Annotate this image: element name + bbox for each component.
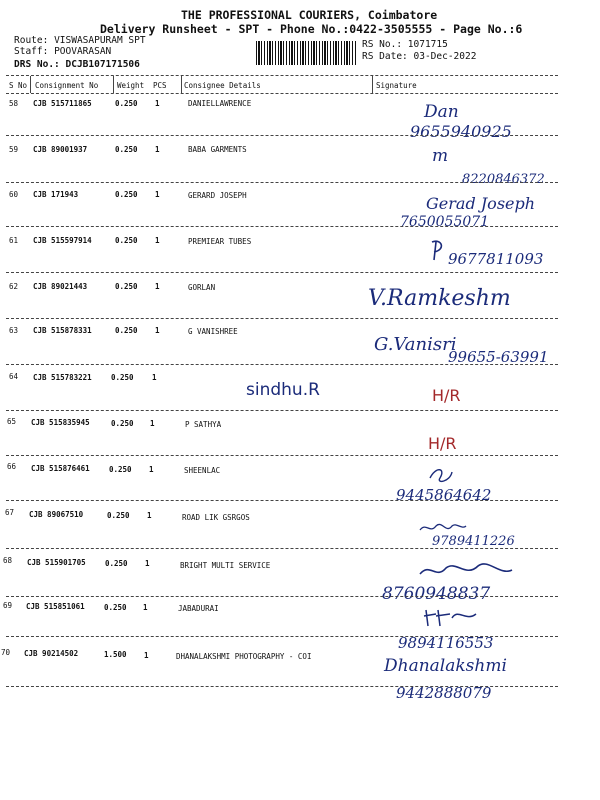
row-consignment: CJB 515878331 [33, 326, 92, 335]
row-consignment: CJB 515597914 [33, 236, 92, 245]
signature-phone: 99655-63991 [448, 348, 549, 366]
signature-scribble [426, 464, 456, 486]
row-pcs: 1 [145, 559, 150, 568]
signature-note: H/R [428, 434, 457, 453]
row-consignment: CJB 515876461 [31, 464, 90, 473]
row-weight: 0.250 [115, 145, 138, 154]
signature-phone: 8760948837 [382, 584, 491, 604]
row-consignment: CJB 89021443 [33, 282, 88, 291]
col-divider [372, 76, 373, 93]
signature-name: Dhanalakshmi [384, 656, 507, 676]
runsheet-title: Delivery Runsheet - SPT - Phone No.:0422-3505555 - Page No.:6 [100, 22, 523, 36]
rs-no-line [362, 39, 448, 50]
row-consignee: BABA GARMENTS [188, 145, 247, 154]
row-sno: 65 [7, 417, 17, 426]
rs-date-label: RS Date: [362, 51, 408, 62]
signature-scribble [422, 604, 482, 628]
row-divider [6, 182, 558, 183]
row-divider [6, 364, 558, 365]
row-sno: 58 [9, 99, 19, 108]
signature-phone: 9677811093 [448, 250, 544, 268]
route-line [14, 35, 146, 46]
row-divider [6, 500, 558, 501]
row-pcs: 1 [152, 373, 157, 382]
row-weight: 0.250 [111, 419, 134, 428]
row-pcs: 1 [155, 326, 160, 335]
row-weight: 0.250 [111, 373, 134, 382]
row-pcs: 1 [150, 419, 155, 428]
staff-line [14, 46, 111, 57]
signature-phone: 9442888079 [396, 684, 492, 702]
signature-name: m [432, 146, 449, 166]
row-sno: 70 [1, 648, 11, 657]
row-consignment: CJB 515901705 [27, 558, 86, 567]
row-consignment: CJB 89067510 [29, 510, 84, 519]
signature-name: V.Ramkeshm [368, 286, 511, 311]
row-pcs: 1 [155, 99, 160, 108]
row-weight: 0.250 [115, 236, 138, 245]
row-divider [6, 318, 558, 319]
row-sno: 66 [7, 462, 17, 471]
row-consignment: CJB 515711865 [33, 99, 92, 108]
row-divider [6, 272, 558, 273]
row-consignee: ROAD LIK GSRGOS [182, 513, 250, 522]
col-header-sno: S No [9, 81, 28, 90]
drs-value: DCJB107171506 [65, 59, 140, 70]
staff-label: Staff: [14, 46, 49, 57]
signature-name: Dan [424, 102, 459, 122]
col-header-signature: Signature [376, 81, 417, 90]
row-consignee: DANIELLAWRENCE [188, 99, 252, 108]
signature-phone: 9655940925 [410, 122, 512, 141]
row-consignment: CJB 515851061 [26, 602, 85, 611]
row-pcs: 1 [155, 282, 160, 291]
signature-scribble [428, 238, 448, 262]
signature-name: Gerad Joseph [426, 194, 536, 213]
signature-note: H/R [432, 386, 461, 405]
row-pcs: 1 [144, 651, 149, 660]
row-sno: 59 [9, 145, 19, 154]
row-weight: 0.250 [115, 326, 138, 335]
row-consignee: GERARD JOSEPH [188, 191, 247, 200]
signature-scribble [416, 560, 516, 582]
row-consignee: G VANISHREE [188, 327, 238, 336]
row-consignee: DHANALAKSHMI PHOTOGRAPHY - COI [176, 652, 312, 661]
row-divider [6, 135, 558, 136]
row-consignment: CJB 515783221 [33, 373, 92, 382]
drs-line [14, 59, 140, 70]
row-pcs: 1 [143, 603, 148, 612]
header-bottom-rule [6, 93, 558, 94]
col-header-consignee: Consignee Details [184, 81, 261, 90]
row-consignee: P SATHYA [185, 420, 222, 429]
row-sno: 63 [9, 326, 19, 335]
row-sno: 64 [9, 372, 19, 381]
row-weight: 0.250 [109, 465, 132, 474]
row-sno: 69 [3, 601, 13, 610]
row-sno: 68 [3, 556, 13, 565]
row-weight: 0.250 [115, 99, 138, 108]
row-consignee: JABADURAI [178, 604, 219, 613]
row-weight: 0.250 [107, 511, 130, 520]
row-divider [6, 455, 558, 456]
row-weight: 0.250 [115, 190, 138, 199]
row-pcs: 1 [155, 236, 160, 245]
col-header-weight: Weight [117, 81, 145, 90]
rs-no-value: 1071715 [407, 39, 448, 50]
col-divider [181, 76, 182, 93]
row-consignee: BRIGHT MULTI SERVICE [180, 561, 271, 570]
rs-no-label: RS No.: [362, 39, 403, 50]
company-title: THE PROFESSIONAL COURIERS, Coimbatore [181, 8, 438, 22]
route-value: VISWASAPURAM SPT [54, 35, 146, 46]
row-consignment: CJB 90214502 [24, 649, 79, 658]
row-weight: 0.250 [105, 559, 128, 568]
row-consignee: PREMIEAR TUBES [188, 237, 252, 246]
barcode-image [256, 41, 356, 65]
col-header-pcs: PCS [153, 81, 167, 90]
col-header-consignment: Consignment No [35, 81, 99, 90]
rs-date-line [362, 51, 476, 62]
row-divider [6, 548, 558, 549]
row-consignee: SHEENLAC [184, 466, 221, 475]
row-weight: 1.500 [104, 650, 127, 659]
row-pcs: 1 [155, 145, 160, 154]
row-pcs: 1 [155, 190, 160, 199]
header-top-rule [6, 75, 558, 76]
signature-phone: 8220846372 [462, 172, 545, 187]
row-weight: 0.250 [104, 603, 127, 612]
row-divider [6, 226, 558, 227]
signature-name: sindhu.R [246, 380, 320, 400]
row-sno: 60 [9, 190, 19, 199]
row-divider [6, 636, 558, 637]
col-divider [113, 76, 114, 93]
row-pcs: 1 [149, 465, 154, 474]
signature-name: G.Vanisri [374, 334, 457, 355]
row-consignee: GORLAN [188, 283, 216, 292]
signature-phone: 9894116553 [398, 634, 494, 652]
signature-phone: 9445864642 [396, 486, 492, 504]
row-pcs: 1 [147, 511, 152, 520]
route-label: Route: [14, 35, 49, 46]
table-bottom-rule [6, 686, 558, 687]
signature-phone: 9789411226 [432, 534, 515, 549]
staff-value: POOVARASAN [54, 46, 112, 57]
col-divider [30, 76, 31, 93]
row-weight: 0.250 [115, 282, 138, 291]
row-consignment: CJB 171943 [33, 190, 79, 199]
row-sno: 61 [9, 236, 19, 245]
row-sno: 62 [9, 282, 19, 291]
row-divider [6, 596, 558, 597]
row-sno: 67 [5, 508, 15, 517]
row-consignment: CJB 89001937 [33, 145, 88, 154]
drs-label: DRS No.: [14, 59, 60, 70]
row-divider [6, 410, 558, 411]
row-consignment: CJB 515835945 [31, 418, 90, 427]
rs-date-value: 03-Dec-2022 [413, 51, 477, 62]
signature-phone: 7650055071 [400, 214, 490, 230]
